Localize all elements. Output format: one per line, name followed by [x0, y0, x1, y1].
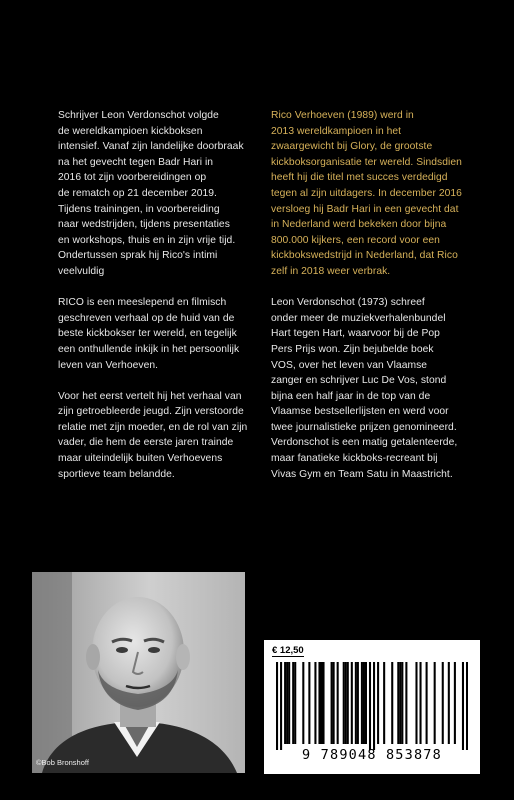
barcode-bar: [405, 662, 407, 744]
barcode-bar: [280, 662, 282, 750]
barcode-bar: [314, 662, 316, 744]
barcode-bar: [361, 662, 363, 744]
text-line: leven van Verhoeven.: [58, 359, 159, 371]
barcode-bar: [294, 662, 296, 744]
text-line: maar uiteindelijk buiten Verhoevens: [58, 453, 223, 465]
barcode-bar: [373, 662, 375, 750]
text-line: Schrijver Leon Verdonschot volgde: [58, 110, 219, 121]
text-line: vader, die hem de eerste jaren trainde: [58, 437, 234, 449]
text-line: en workshops, thuis en in zijn vrije tijd.: [58, 234, 236, 246]
left-text-column: [58, 108, 258, 498]
barcode-bar: [363, 662, 365, 744]
barcode-bar: [292, 662, 294, 744]
text-line: VOS, over het leven van Vlaamse: [271, 359, 428, 371]
barcode-bar: [355, 662, 357, 744]
barcode-bar: [383, 662, 385, 744]
text-line: de rematch op 21 december 2019.: [58, 187, 217, 199]
text-line: zijn getroebleerde jeugd. Zijn verstoorde: [58, 406, 244, 418]
barcode-bar: [320, 662, 322, 744]
text-line: Pers Prijs won. Zijn bejubelde boek: [271, 343, 434, 355]
text-line: zanger en schrijver Luc De Vos, stond: [271, 375, 447, 387]
barcode-bar: [302, 662, 304, 744]
text-line: RICO is een meeslepend en filmisch: [58, 297, 227, 309]
text-line: veelvuldig: [58, 265, 105, 277]
right-text-column: [271, 108, 491, 498]
left-paragraph-2: [58, 295, 258, 373]
text-line: Voor het eerst vertelt hij het verhaal van: [58, 390, 242, 402]
barcode-bar: [466, 662, 468, 750]
barcode-bar: [415, 662, 417, 744]
barcode-bar: [343, 662, 345, 744]
text-line: tegen al zijn uitdagers. In december 2016: [271, 187, 462, 199]
barcode-bar: [333, 662, 335, 744]
text-line: een onthullende inkijk in het persoonlijk: [58, 343, 240, 355]
text-line: bijna een half jaar in de top van de: [271, 390, 431, 402]
barcode-bar: [377, 662, 379, 744]
barcode-bar: [365, 662, 367, 744]
text-line: de wereldkampioen kickboksen: [58, 125, 203, 137]
barcode-bar: [347, 662, 349, 744]
text-line: zelf in 2018 weer verbrak.: [271, 265, 391, 277]
barcode-bar: [442, 662, 444, 744]
barcode-bar: [337, 662, 339, 744]
text-line: kickboksorganisatie ter wereld. Sindsdien: [271, 156, 462, 168]
text-line: beste kickbokser ter wereld, en tegelijk: [58, 328, 237, 340]
right-paragraph-2: [271, 295, 491, 482]
barcode-bar: [426, 662, 428, 744]
barcode-bar: [288, 662, 290, 744]
text-line: in Nederland werd bekeken door bijna: [271, 219, 447, 231]
text-line: relatie met zijn moeder, en de rol van zijn: [58, 421, 248, 433]
text-line: na het gevecht tegen Badr Hari in: [58, 156, 214, 168]
left-paragraph-3: [58, 389, 258, 483]
text-line: 800.000 kijkers, een record voor een: [271, 234, 440, 246]
text-line: kickbokswedstrijd in Nederland, dat Rico: [271, 250, 458, 262]
text-line: zwaargewicht bij Glory, de grootste: [271, 141, 433, 153]
barcode-bar: [357, 662, 359, 744]
text-line: intensief. Vanaf zijn landelijke doorbraak: [58, 141, 244, 153]
text-line: geschreven verhaal op de huid van de: [58, 312, 235, 324]
text-line: Tijdens trainingen, in voorbereiding: [58, 203, 220, 215]
barcode-bar: [434, 662, 436, 744]
barcode-bar: [462, 662, 464, 750]
barcode-bar: [399, 662, 401, 744]
price-label: € 12,50: [272, 645, 304, 656]
barcode-bar: [448, 662, 450, 744]
barcode-bars: [276, 662, 468, 750]
barcode-panel: [264, 640, 480, 774]
barcode-bar: [391, 662, 393, 744]
text-line: Vivas Gym en Team Satu in Maastricht.: [271, 468, 453, 480]
barcode-bar: [318, 662, 320, 744]
isbn-number: 9 789048 853878: [302, 747, 442, 763]
text-line: naar wedstrijden, tijdens presentaties: [58, 219, 230, 231]
barcode-bar: [397, 662, 399, 744]
barcode-bar: [419, 662, 421, 744]
left-paragraph-1: [58, 108, 258, 280]
text-line: Ondertussen sprak hij Rico's intimi: [58, 250, 218, 262]
text-line: 2016 tot zijn voorbereidingen op: [58, 172, 207, 184]
barcode-bar: [322, 662, 324, 744]
barcode-bar: [369, 662, 371, 750]
text-line: versloeg hij Badr Hari in een gevecht dat: [271, 203, 459, 215]
text-line: Rico Verhoeven (1989) werd in: [271, 110, 414, 121]
portrait-illustration: [32, 572, 245, 773]
author-portrait-photo: [32, 572, 245, 773]
barcode-bar: [351, 662, 353, 744]
text-line: Verdonschot is een matig getalenteerde,: [271, 437, 458, 449]
barcode-bar: [454, 662, 456, 744]
text-line: Leon Verdonschot (1973) schreef: [271, 297, 425, 309]
text-line: heeft hij die titel met succes verdedigd: [271, 172, 448, 184]
barcode-bar: [331, 662, 333, 744]
text-line: twee journalistieke prijzen genomineerd.: [271, 421, 457, 433]
photo-credit: ©Bob Bronshoff: [36, 758, 89, 767]
text-line: sportieve team belandde.: [58, 468, 175, 480]
barcode-bar: [401, 662, 403, 744]
barcode-bar: [286, 662, 288, 744]
barcode-bar: [276, 662, 278, 750]
text-line: maar fanatieke kickboks-recreant bij: [271, 453, 438, 465]
text-line: Vlaamse bestsellerlijsten en werd voor: [271, 406, 449, 418]
text-line: Hart tegen Hart, waarvoor bij de Pop: [271, 328, 440, 340]
barcode-bar: [308, 662, 310, 744]
right-paragraph-1-highlight: [271, 108, 491, 280]
text-line: onder meer de muziekverhalenbundel: [271, 312, 446, 324]
barcode-bar: [345, 662, 347, 744]
text-line: 2013 wereldkampioen in het: [271, 125, 402, 137]
barcode-bar: [284, 662, 286, 744]
